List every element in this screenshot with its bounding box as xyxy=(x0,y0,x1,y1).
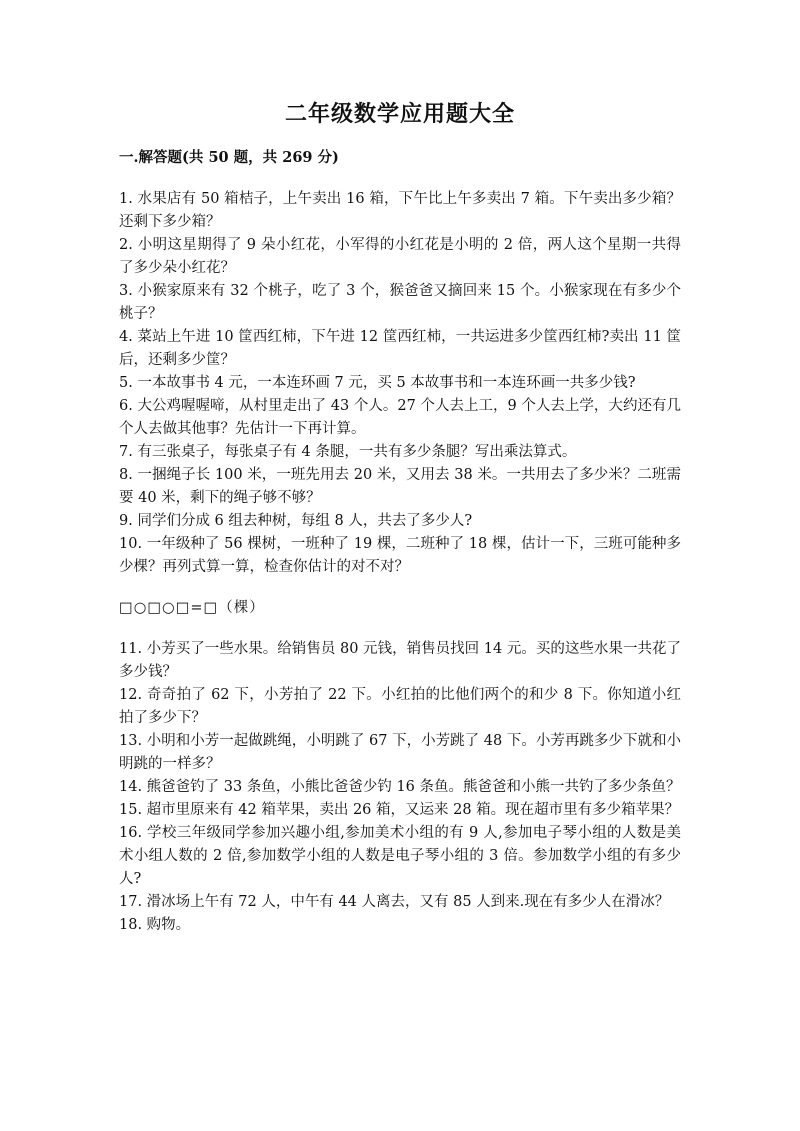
answer-formula-blank: □○□○□=□（棵） xyxy=(119,600,265,616)
question-item: 5. 一本故事书 4 元，一本连环画 7 元，买 5 本故事书和一本连环画一共多少钱? xyxy=(119,375,636,391)
question-item: 6. 大公鸡喔喔啼，从村里走出了 43 个人。27 个人去上工，9 个人去上学，大约还有几个人去做其他事？先估计一下再计算。 xyxy=(119,398,681,437)
question-item: 1. 水果店有 50 箱桔子，上午卖出 16 箱，下午比上午多卖出 7 箱。下午卖出多少箱？还剩下多少箱？ xyxy=(119,191,681,230)
question-item: 8. 一捆绳子长 100 米，一班先用去 20 米，又用去 38 米。一共用去了多少米？二班需要 40 米，剩下的绳子够不够？ xyxy=(119,467,681,506)
question-list-part2 xyxy=(119,638,681,937)
question-item: 10. 一年级种了 56 棵树，一班种了 19 棵，二班种了 18 棵，估计一下，三班可能种多少棵？再列式算一算，检查你估计的对不对？ xyxy=(119,536,681,575)
question-item: 13. 小明和小芳一起做跳绳，小明跳了 67 下，小芳跳了 48 下。小芳再跳多少下就和小明跳的一样多？ xyxy=(119,733,681,772)
question-item: 3. 小猴家原来有 32 个桃子，吃了 3 个，猴爸爸又摘回来 15 个。小猴家现在有多少个桃子？ xyxy=(119,283,681,322)
question-item: 7. 有三张桌子，每张桌子有 4 条腿，一共有多少条腿？写出乘法算式。 xyxy=(119,444,577,460)
question-item: 16. 学校三年级同学参加兴趣小组,参加美术小组的有 9 人,参加电子琴小组的人数是美术小组人数的 2 倍,参加数学小组的人数是电子琴小组的 3 倍。参加数学小组的有多少人? xyxy=(119,825,681,887)
question-item: 4. 菜站上午进 10 筐西红柿，下午进 12 筐西红柿，一共运进多少筐西红柿?卖出 11 筐后，还剩多少筐？ xyxy=(119,329,681,368)
question-item: 12. 奇奇拍了 62 下，小芳拍了 22 下。小红拍的比他们两个的和少 8 下。你知道小红拍了多少下？ xyxy=(119,687,681,726)
section-heading: 一.解答题(共 50 题，共 269 分) xyxy=(119,149,339,166)
question-item: 2. 小明这星期得了 9 朵小红花，小军得的小红花是小明的 2 倍，两人这个星期一共得了多少朵小红花？ xyxy=(119,237,681,276)
question-list-part1 xyxy=(119,188,681,579)
question-item: 14. 熊爸爸钓了 33 条鱼，小熊比爸爸少钓 16 条鱼。熊爸爸和小熊一共钓了多少条鱼？ xyxy=(119,779,681,795)
question-item: 9. 同学们分成 6 组去种树，每组 8 人，共去了多少人? xyxy=(119,513,473,529)
question-item: 18. 购物。 xyxy=(119,917,191,933)
question-item: 17. 滑冰场上午有 72 人，中午有 44 人离去，又有 85 人到来.现在有多少人在滑冰？ xyxy=(119,894,670,910)
document-title: 二年级数学应用题大全 xyxy=(284,101,515,127)
question-item: 15. 超市里原来有 42 箱苹果，卖出 26 箱，又运来 28 箱。现在超市里有多少箱苹果？ xyxy=(119,802,680,818)
question-item: 11. 小芳买了一些水果。给销售员 80 元钱，销售员找回 14 元。买的这些水果一共花了多少钱？ xyxy=(119,641,681,680)
